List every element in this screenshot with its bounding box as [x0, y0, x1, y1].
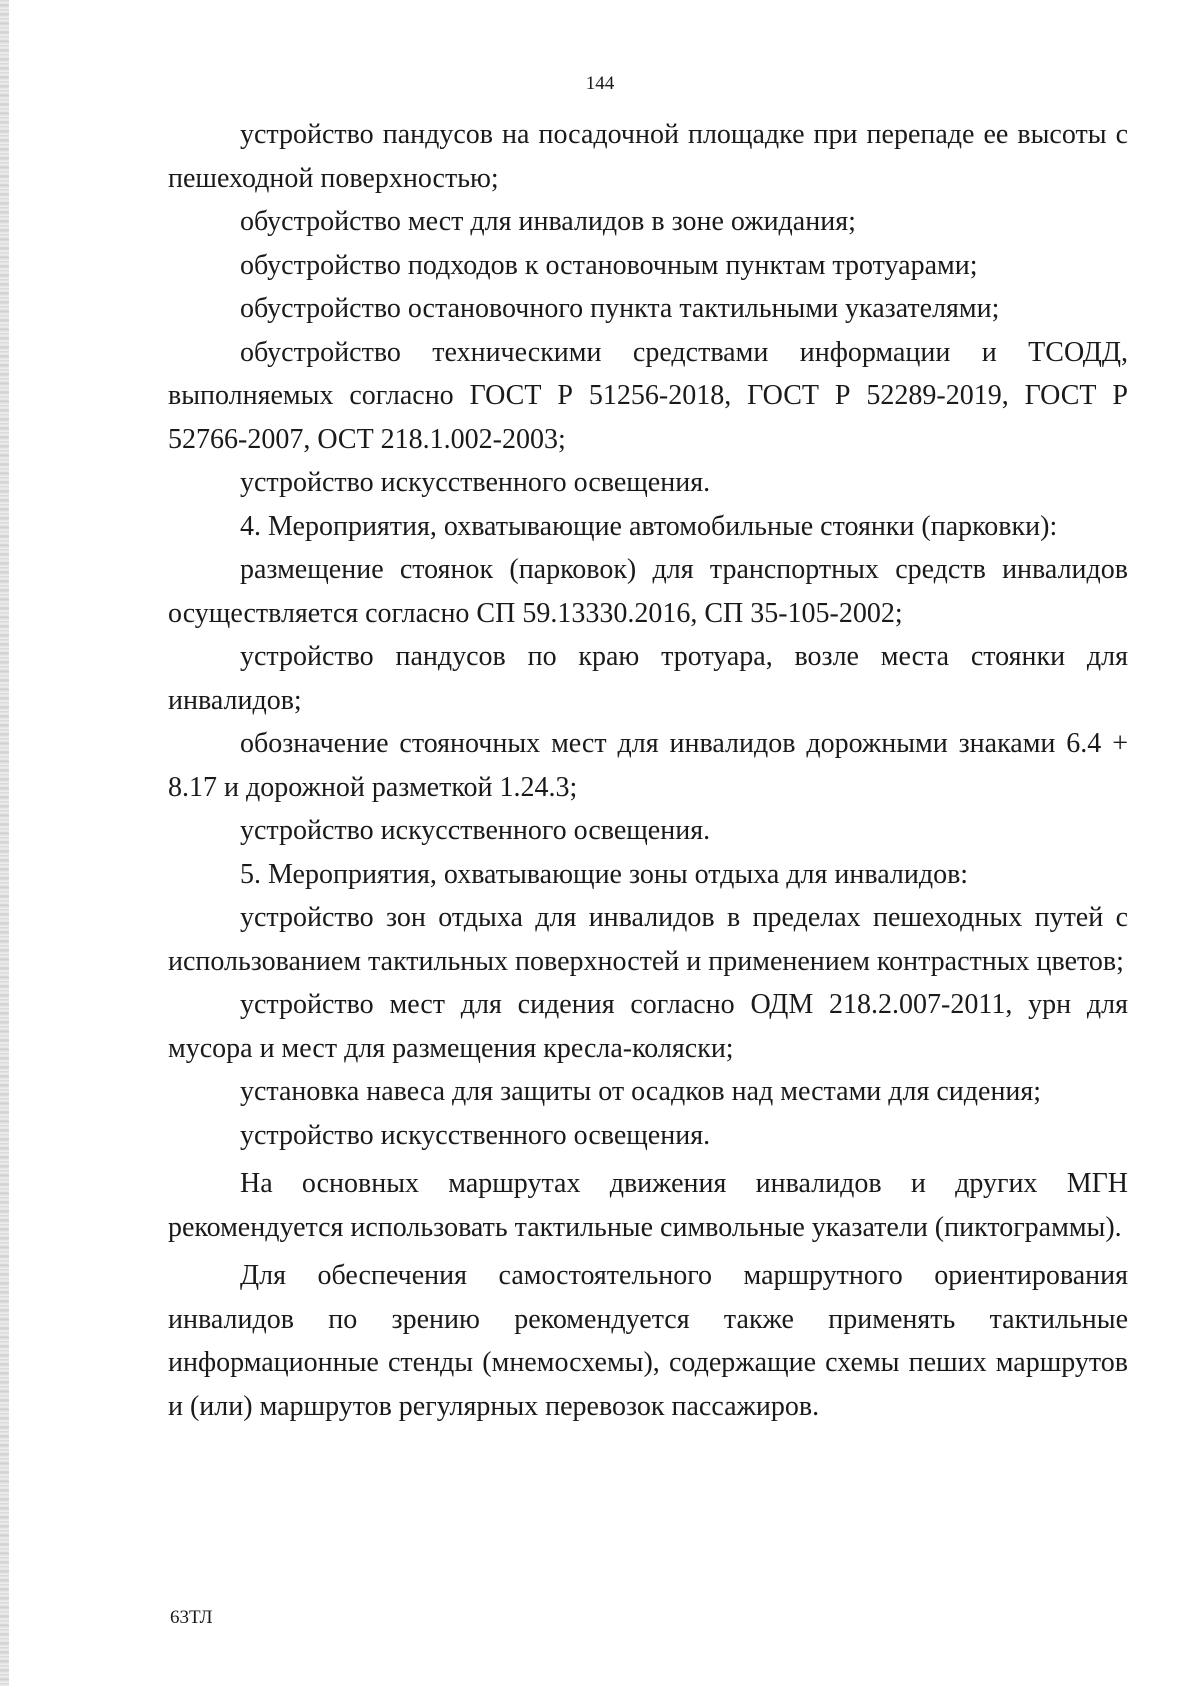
paragraph: обустройство техническими средствами информации и ТСОДД, выполняемых согласно ГОСТ Р 51256-2018, ГОСТ Р 52289-2019, ГОСТ Р 52766-2007, ОСТ 218.1.002-2003; — [168, 336, 1128, 455]
paragraph: обустройство подходов к остановочным пунктам тротуарами; — [240, 249, 978, 281]
section-heading-5: 5. Мероприятия, охватывающие зоны отдыха для инвалидов: — [240, 858, 969, 890]
paragraph: обозначение стояночных мест для инвалидов дорожными знаками 6.4 + 8.17 и дорожной разметкой 1.24.3; — [168, 728, 1128, 803]
paragraph: Для обеспечения самостоятельного маршрутного ориентирования инвалидов по зрению рекомендуется также применять тактильные информационные стенды (мнемосхемы), содержащие схемы пеших маршрутов и (или) маршрутов регулярных перевозок пассажиров. — [168, 1260, 1128, 1422]
paragraph: устройство пандусов по краю тротуара, возле места стоянки для инвалидов; — [168, 641, 1128, 716]
body-text — [168, 113, 1128, 1428]
paragraph: обустройство мест для инвалидов в зоне ожидания; — [240, 206, 856, 237]
paragraph: размещение стоянок (парковок) для транспортных средств инвалидов осуществляется согласно СП 59.13330.2016, СП 35-105-2002; — [168, 554, 1128, 629]
section-heading-4: 4. Мероприятия, охватывающие автомобильные стоянки (парковки): — [240, 510, 1058, 542]
paragraph: устройство искусственного освещения. — [240, 1119, 711, 1151]
paragraph: устройство зон отдыха для инвалидов в пределах пешеходных путей с использованием тактильных поверхностей и применением контрастных цветов; — [168, 902, 1128, 977]
paragraph: устройство искусственного освещения. — [240, 815, 711, 846]
paragraph: устройство мест для сидения согласно ОДМ 218.2.007-2011, урн для мусора и мест для размещения кресла-коляски; — [168, 989, 1128, 1064]
paragraph: обустройство остановочного пункта тактильными указателями; — [240, 293, 1000, 324]
paragraph: установка навеса для защиты от осадков над местами для сидения; — [240, 1076, 1042, 1107]
footer-code: 63ТЛ — [170, 1607, 213, 1628]
paragraph: устройство искусственного освещения. — [240, 467, 711, 498]
paragraph: устройство пандусов на посадочной площадке при перепаде ее высоты с пешеходной поверхностью; — [168, 119, 1128, 194]
page-number: 144 — [585, 73, 615, 94]
paragraph: На основных маршрутах движения инвалидов и других МГН рекомендуется использовать тактильные символьные указатели (пиктограммы). — [168, 1168, 1128, 1243]
scan-edge — [0, 0, 9, 1686]
